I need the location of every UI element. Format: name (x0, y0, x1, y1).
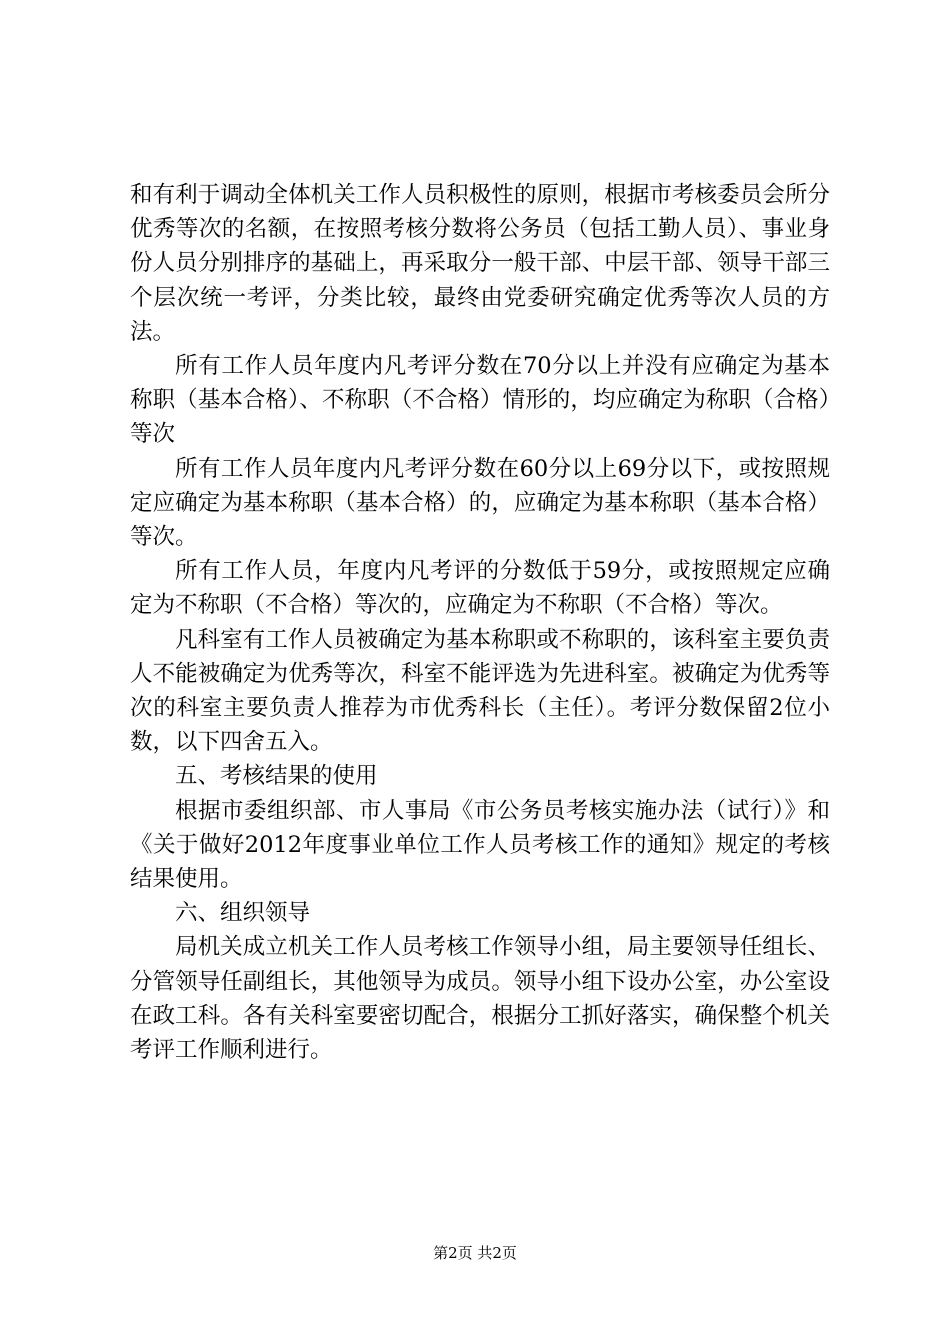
paragraph-leadership: 局机关成立机关工作人员考核工作领导小组，局主要领导任组长、分管领导任副组长，其他领导为成员。领导小组下设办公室，办公室设在政工科。各有关科室要密切配合，根据分工抓好落实，确保整个机关考评工作顺利进行。 (130, 934, 830, 1064)
section-heading-results-usage: 五、考核结果的使用 (175, 763, 378, 790)
paragraph-section-head-rule: 凡科室有工作人员被确定为基本称职或不称职的，该科室主要负责人不能被确定为优秀等次，科室不能评选为先进科室。被确定为优秀等次的科室主要负责人推荐为市优秀科长（主任）。考评分数保留2位小数，以下四舍五入。 (130, 626, 830, 756)
section-heading-leadership: 六、组织领导 (175, 900, 311, 927)
paragraph-incompetent-grade: 所有工作人员，年度内凡考评的分数低于59分，或按照规定应确定为不称职（不合格）等次的，应确定为不称职（不合格）等次。 (130, 558, 830, 619)
paragraph-evaluation-principle: 和有利于调动全体机关工作人员积极性的原则，根据市考核委员会所分优秀等次的名额，在按照考核分数将公务员（包括工勤人员）、事业身份人员分别排序的基础上，再采取分一般干部、中层干部、领导干部三个层次统一考评，分类比较，最终由党委研究确定优秀等次人员的方法。 (130, 182, 830, 345)
paragraph-results-usage: 根据市委组织部、市人事局《市公务员考核实施办法（试行）》和《关于做好2012年度事业单位工作人员考核工作的通知》规定的考核结果使用。 (130, 797, 830, 893)
paragraph-competent-grade: 所有工作人员年度内凡考评分数在70分以上并没有应确定为基本称职（基本合格）、不称职（不合格）情形的，均应确定为称职（合格）等次 (130, 353, 830, 448)
paragraph-basically-competent-grade: 所有工作人员年度内凡考评分数在60分以上69分以下，或按照规定应确定为基本称职（基本合格）的，应确定为基本称职（基本合格）等次。 (130, 455, 830, 551)
document-body (130, 178, 830, 1067)
page-footer: 第2页 共2页 (433, 1244, 517, 1262)
